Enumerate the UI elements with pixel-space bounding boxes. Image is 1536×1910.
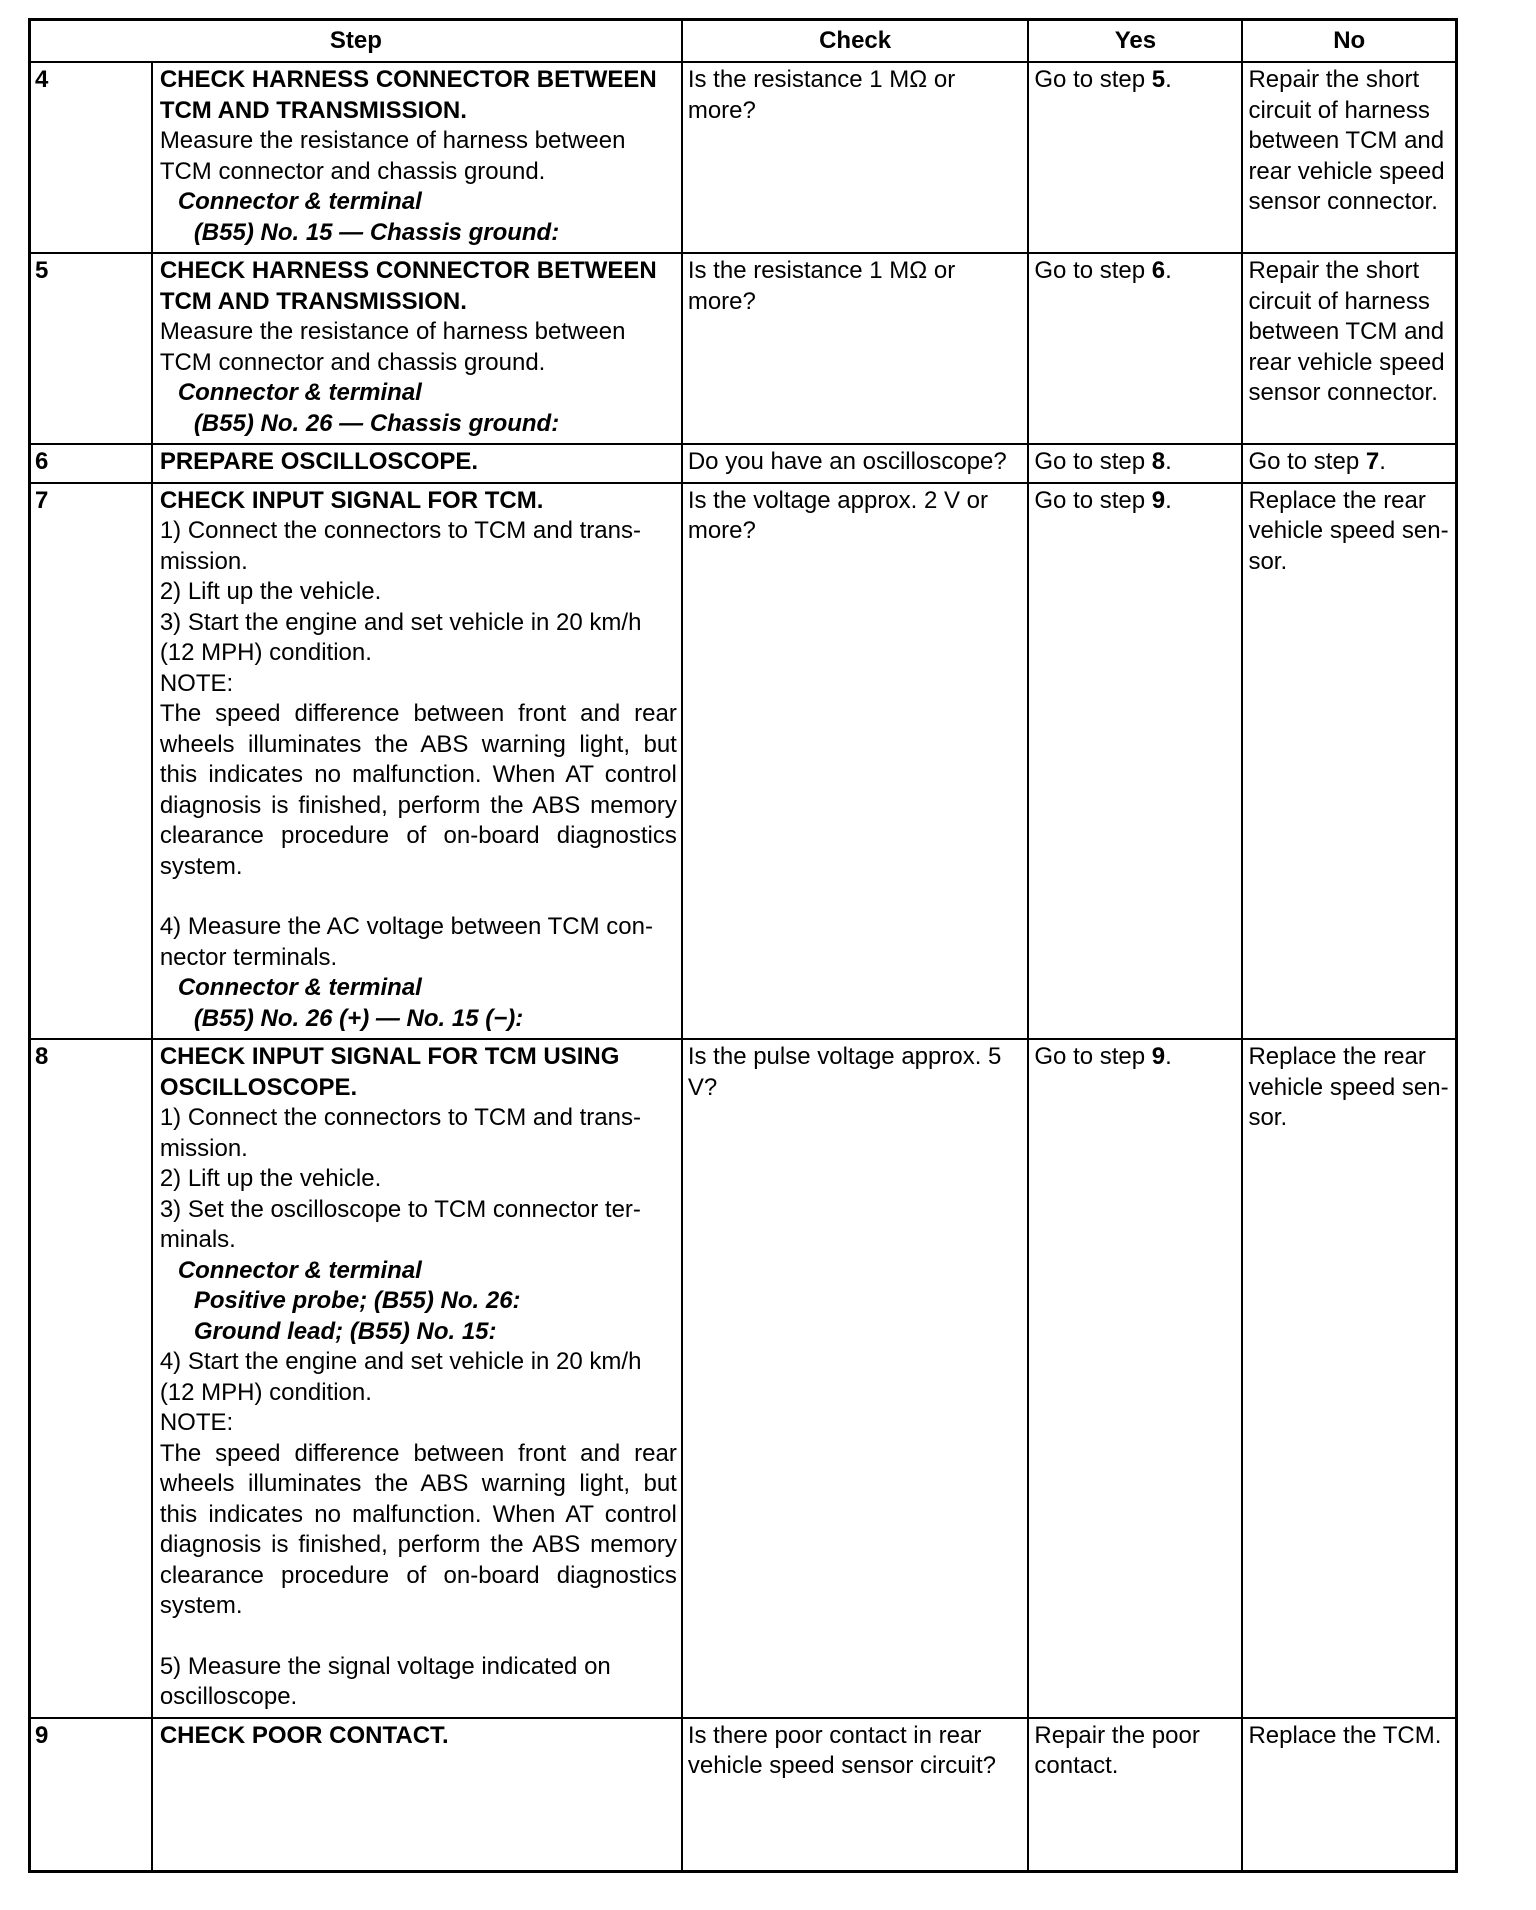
step-text-line: minals. bbox=[159, 1226, 236, 1253]
header-yes: Yes bbox=[1028, 20, 1242, 63]
connector-label: Connector & terminal bbox=[177, 188, 422, 215]
step-text-line: TCM connector and chassis ground. bbox=[159, 348, 546, 376]
no-text-line: sensor connector. bbox=[1248, 379, 1438, 406]
header-row bbox=[30, 20, 1457, 63]
check-cell bbox=[682, 1718, 1029, 1872]
no-text-line: rear vehicle speed bbox=[1248, 157, 1445, 185]
check-text-line: vehicle speed sensor circuit? bbox=[687, 1752, 996, 1779]
step-text-line: Measure the resistance of harness between bbox=[159, 127, 626, 154]
yes-cell bbox=[1028, 253, 1242, 444]
connector-value: (B55) No. 26 (+) — No. 15 (−): bbox=[193, 1004, 524, 1032]
yes-prefix: Go to step bbox=[1034, 486, 1152, 514]
step-title-line: CHECK INPUT SIGNAL FOR TCM USING bbox=[159, 1043, 620, 1070]
no-text-line: between TCM and bbox=[1248, 127, 1445, 154]
step-text-line: 4) Start the engine and set vehicle in 20 km/h bbox=[159, 1348, 642, 1375]
no-text-line: vehicle speed sen- bbox=[1248, 517, 1449, 544]
no-text-line: rear vehicle speed bbox=[1248, 348, 1445, 376]
step-title-line: OSCILLOSCOPE. bbox=[159, 1073, 358, 1101]
spacer bbox=[160, 882, 677, 912]
yes-suffix: . bbox=[1165, 486, 1172, 514]
no-text-line: sor. bbox=[1248, 547, 1288, 575]
header-no: No bbox=[1242, 20, 1456, 63]
connector-value: Positive probe; (B55) No. 26: bbox=[193, 1287, 521, 1314]
yes-step-number: 9 bbox=[1151, 486, 1166, 514]
step-number: 9 bbox=[30, 1718, 152, 1872]
step-title-line: TCM AND TRANSMISSION. bbox=[159, 287, 467, 315]
step-number: 4 bbox=[30, 62, 152, 253]
header-step: Step bbox=[30, 20, 682, 63]
yes-cell bbox=[1028, 444, 1242, 483]
yes-suffix: . bbox=[1165, 66, 1172, 93]
no-step-number: 7 bbox=[1365, 448, 1380, 475]
note-label: NOTE: bbox=[159, 669, 234, 697]
step-text-line: 5) Measure the signal voltage indicated on bbox=[159, 1652, 611, 1680]
yes-cell bbox=[1028, 1039, 1242, 1718]
yes-suffix: . bbox=[1165, 1043, 1172, 1070]
step-number: 6 bbox=[30, 444, 152, 483]
no-text-line: vehicle speed sen- bbox=[1248, 1073, 1449, 1101]
step-text-line: mission. bbox=[159, 1134, 248, 1162]
step-text-line: 2) Lift up the vehicle. bbox=[159, 1165, 382, 1192]
connector-label: Connector & terminal bbox=[177, 379, 422, 406]
yes-step-number: 5 bbox=[1151, 66, 1166, 93]
diagnostic-table bbox=[28, 18, 1458, 1873]
step-text-line: Measure the resistance of harness between bbox=[159, 318, 626, 345]
note-text: The speed difference between front and rear wheels illuminates the ABS warning light, but this indicates no malfunction. When AT control diagnosis is finished, perform the ABS memory clearance procedure of on-board diagnostics system. bbox=[159, 700, 677, 880]
step-number: 5 bbox=[30, 253, 152, 444]
step-title-line: TCM AND TRANSMISSION. bbox=[159, 96, 467, 124]
step-text-line: (12 MPH) condition. bbox=[159, 1378, 372, 1406]
no-text-line: Replace the rear bbox=[1248, 486, 1426, 514]
check-cell: Is the pulse voltage approx. 5 V? bbox=[682, 1039, 1029, 1718]
yes-prefix: Go to step bbox=[1034, 448, 1152, 475]
no-text-line: sor. bbox=[1248, 1104, 1288, 1131]
no-text-line: Repair the short bbox=[1248, 257, 1420, 284]
step-number: 7 bbox=[30, 483, 152, 1040]
connector-label: Connector & terminal bbox=[177, 974, 422, 1001]
step-text-line: nector terminals. bbox=[159, 943, 338, 971]
check-cell: Is the resistance 1 MΩ or more? bbox=[682, 253, 1029, 444]
no-suffix: . bbox=[1379, 448, 1386, 475]
check-cell bbox=[682, 483, 1029, 1040]
step-text-line: 3) Start the engine and set vehicle in 20 km/h bbox=[159, 608, 642, 636]
no-text-line: circuit of harness bbox=[1248, 287, 1430, 315]
yes-step-number: 9 bbox=[1151, 1043, 1166, 1070]
no-cell bbox=[1242, 1039, 1456, 1718]
step-description bbox=[152, 483, 682, 1040]
step-number: 8 bbox=[30, 1039, 152, 1718]
step-text-line: (12 MPH) condition. bbox=[159, 639, 372, 666]
note-label: NOTE: bbox=[159, 1409, 234, 1436]
no-cell bbox=[1242, 444, 1456, 483]
step-description bbox=[152, 62, 682, 253]
table-row bbox=[30, 1039, 1457, 1718]
yes-cell bbox=[1028, 483, 1242, 1040]
connector-label: Connector & terminal bbox=[177, 1256, 422, 1284]
step-text-line: 3) Set the oscilloscope to TCM connector ter- bbox=[159, 1195, 641, 1223]
yes-prefix: Go to step bbox=[1034, 257, 1152, 284]
header-check: Check bbox=[682, 20, 1029, 63]
table-row bbox=[30, 483, 1457, 1040]
table-row bbox=[30, 1718, 1457, 1872]
table-row bbox=[30, 62, 1457, 253]
yes-prefix: Go to step bbox=[1034, 66, 1152, 93]
table-row bbox=[30, 253, 1457, 444]
step-description bbox=[152, 253, 682, 444]
yes-text-line: contact. bbox=[1034, 1752, 1119, 1779]
step-text-line: TCM connector and chassis ground. bbox=[159, 157, 546, 185]
yes-text-line: Repair the poor bbox=[1034, 1721, 1200, 1749]
yes-suffix: . bbox=[1165, 448, 1172, 475]
no-cell: Replace the TCM. bbox=[1242, 1718, 1456, 1872]
step-title: CHECK INPUT SIGNAL FOR TCM. bbox=[159, 486, 544, 514]
step-description bbox=[152, 1039, 682, 1718]
check-text-line: more? bbox=[687, 517, 756, 544]
spacer bbox=[160, 1622, 677, 1652]
no-cell bbox=[1242, 253, 1456, 444]
yes-cell bbox=[1028, 1718, 1242, 1872]
yes-cell bbox=[1028, 62, 1242, 253]
yes-step-number: 8 bbox=[1151, 448, 1166, 475]
no-text-line: circuit of harness bbox=[1248, 96, 1430, 124]
yes-suffix: . bbox=[1165, 257, 1172, 284]
step-text-line: 1) Connect the connectors to TCM and trans- bbox=[159, 1104, 641, 1131]
no-prefix: Go to step bbox=[1248, 448, 1366, 475]
connector-value: (B55) No. 26 — Chassis ground: bbox=[193, 409, 560, 437]
no-text-line: Repair the short bbox=[1248, 66, 1420, 93]
step-title-line: CHECK HARNESS CONNECTOR BETWEEN bbox=[159, 257, 657, 284]
no-cell bbox=[1242, 483, 1456, 1040]
check-cell: Is the resistance 1 MΩ or more? bbox=[682, 62, 1029, 253]
no-text-line: sensor connector. bbox=[1248, 188, 1438, 215]
connector-value: Ground lead; (B55) No. 15: bbox=[193, 1317, 497, 1345]
table-row bbox=[30, 444, 1457, 483]
note-text: The speed difference between front and rear wheels illuminates the ABS warning light, but this indicates no malfunction. When AT control diagnosis is finished, perform the ABS memory clearance procedure of on-board diagnostics system. bbox=[159, 1439, 677, 1619]
check-cell: Do you have an oscilloscope? bbox=[682, 444, 1029, 483]
check-text-line: Is the voltage approx. 2 V or bbox=[687, 486, 989, 514]
yes-step-number: 6 bbox=[1151, 257, 1166, 284]
no-cell bbox=[1242, 62, 1456, 253]
step-text-line: 1) Connect the connectors to TCM and trans- bbox=[159, 517, 641, 544]
step-title: PREPARE OSCILLOSCOPE. bbox=[152, 444, 682, 483]
yes-prefix: Go to step bbox=[1034, 1043, 1152, 1070]
step-title-line: CHECK HARNESS CONNECTOR BETWEEN bbox=[159, 66, 657, 93]
step-text-line: 2) Lift up the vehicle. bbox=[159, 578, 382, 605]
check-text-line: Is there poor contact in rear bbox=[687, 1721, 982, 1749]
step-text-line: 4) Measure the AC voltage between TCM con- bbox=[159, 913, 653, 940]
no-text-line: Replace the rear bbox=[1248, 1043, 1426, 1070]
step-text-line: mission. bbox=[159, 547, 248, 575]
connector-value: (B55) No. 15 — Chassis ground: bbox=[193, 218, 560, 246]
step-text-line: oscilloscope. bbox=[159, 1683, 298, 1710]
step-title: CHECK POOR CONTACT. bbox=[152, 1718, 682, 1872]
no-text-line: between TCM and bbox=[1248, 318, 1445, 345]
